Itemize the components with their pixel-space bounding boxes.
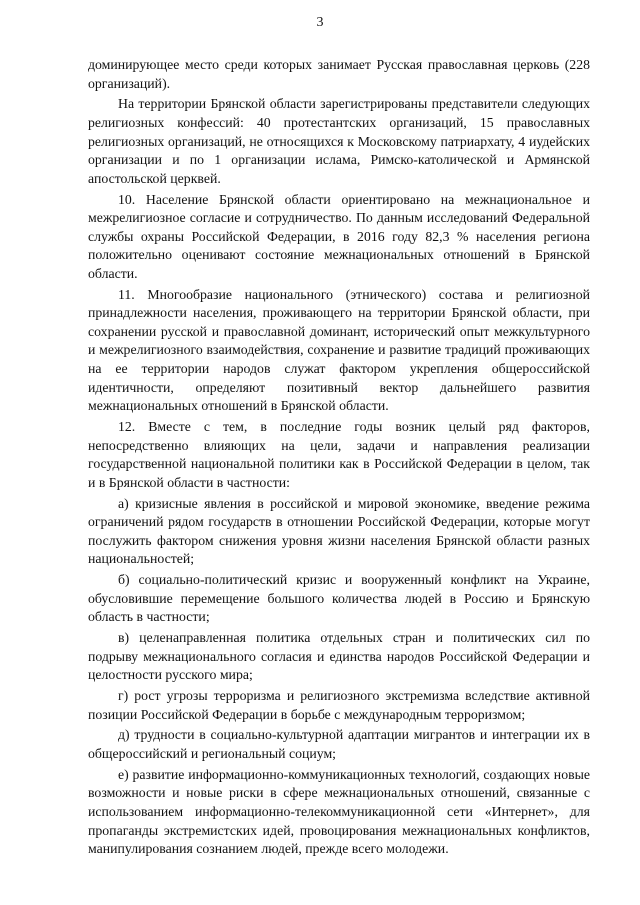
paragraph-11: 11. Многообразие национального (этнического) состава и религиозной принадлежности населения, проживающего на территории Брянской области, при сохранении русской и православной доминант, исторический опыт межкультурного и межрелигиозного взаимодействия, сохранение и развитие традиций проживающих на ее территории народов служат фактором укрепления общероссийской идентичности, определяют позитивный вектор дальнейшего развития межнациональных отношений в Брянской области. bbox=[88, 286, 590, 414]
document-body bbox=[88, 56, 590, 861]
list-item-e: е) развитие информационно-коммуникационных технологий, создающих новые возможности и новые риски в сфере межнациональных отношений, связанные с использованием информационно-телекоммуникационной сети «Интернет», для пропаганды экстремистских идей, провоцирования межнациональных конфликтов, манипулирования сознанием людей, прежде всего молодежи. bbox=[88, 766, 590, 857]
list-item-a: а) кризисные явления в российской и мировой экономике, введение режима ограничений рядом государств в отношении Российской Федерации, которые могут послужить фактором снижения уровня жизни населения Брянской области разных национальностей; bbox=[88, 495, 590, 567]
list-item-d: д) трудности в социально-культурной адаптации мигрантов и интеграции их в общероссийский и региональный социум; bbox=[88, 727, 590, 762]
paragraph-12: 12. Вместе с тем, в последние годы возник целый ряд факторов, непосредственно влияющих на цели, задачи и направления реализации государственной национальной политики как в Российской Федерации в целом, так и в Брянской области в частности: bbox=[88, 419, 590, 490]
list-item-g: г) рост угрозы терроризма и религиозного экстремизма вследствие активной позиции Российской Федерации в борьбе с международным терроризмом; bbox=[88, 688, 590, 722]
paragraph-confessions: На территории Брянской области зарегистрированы представители следующих религиозных конфессий: 40 протестантских организаций, 15 православных религиозных организаций, не относящихся к Московскому патриархату, 4 иудейских организации и по 1 организации ислама, Римско-католической и Армянской апостольской церквей. bbox=[88, 96, 590, 186]
paragraph-10: 10. Население Брянской области ориентировано на межнациональное и межрелигиозное согласие и сотрудничество. По данным исследований Федеральной службы охраны Российской Федерации, в 2016 году 82,3 % населения региона положительно оценивают состояние межнациональных отношений в Брянской области. bbox=[88, 191, 590, 281]
list-item-b: б) социально-политический кризис и вооруженный конфликт на Украине, обусловившие перемещение большого количества людей в Россию и Брянскую область в частности; bbox=[88, 572, 590, 625]
page-number: 3 bbox=[316, 15, 324, 30]
paragraph-continuation: доминирующее место среди которых занимает Русская православная церковь (228 организаций). bbox=[88, 57, 590, 91]
list-item-v: в) целенаправленная политика отдельных стран и политических сил по подрыву межнационального согласия и единства народов Российской Федерации и целостности русского мира; bbox=[88, 630, 590, 683]
